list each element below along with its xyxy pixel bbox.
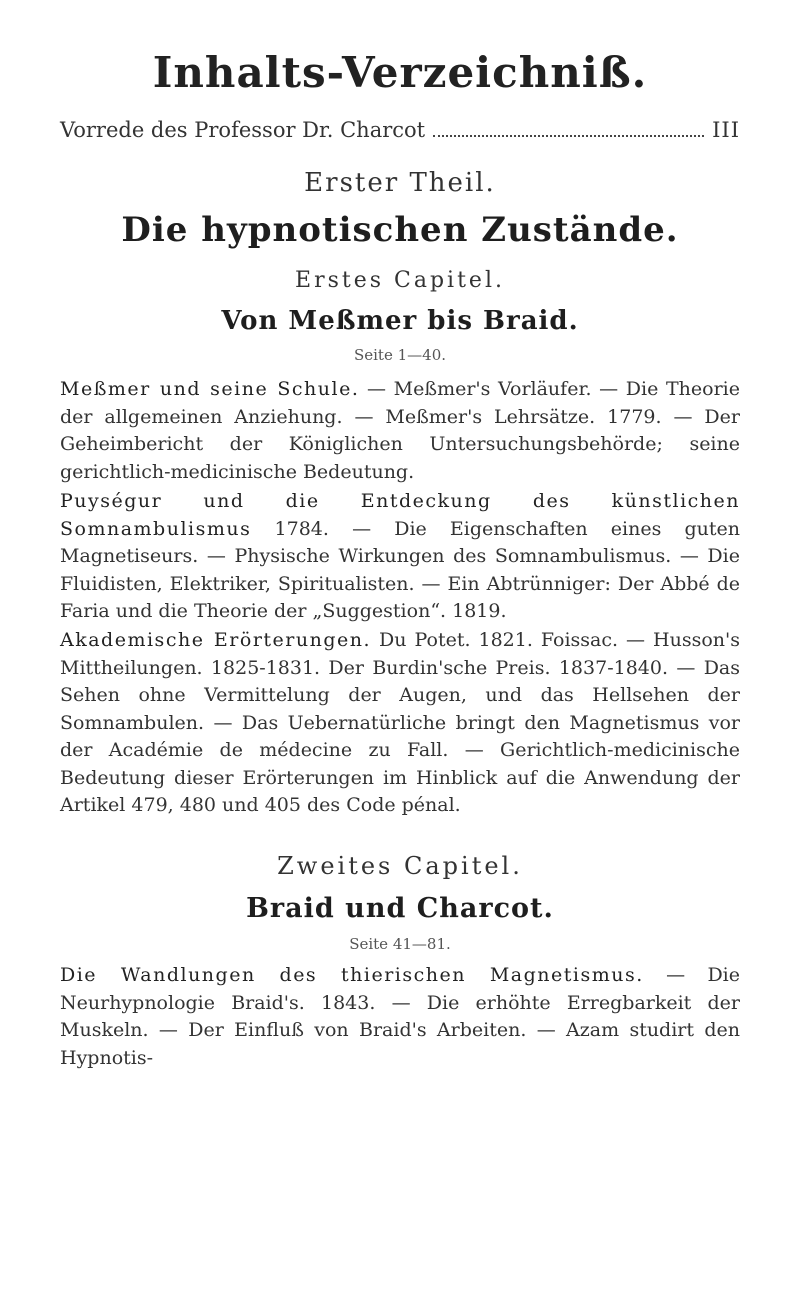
paragraph-lead: Meßmer und seine Schule. — [60, 378, 360, 400]
toc-entry-page-number: III — [712, 118, 740, 142]
chapter-summary-paragraph — [60, 376, 740, 486]
page-title: Inhalts-Verzeichniß. — [152, 48, 648, 97]
chapter-title: Von Meßmer bis Braid. — [221, 306, 579, 336]
part-label: Erster Theil. — [304, 168, 496, 198]
chapter-page-range: Seite 41—81. — [349, 935, 451, 953]
chapter-page-range: Seite 1—40. — [353, 346, 447, 364]
part-title: Die hypnotischen Zustände. — [121, 210, 679, 250]
paragraph-lead: Puységur und die Entdeckung des künstlichen Somnambulismus — [60, 490, 740, 540]
chapter-label: Zweites Capitel. — [277, 852, 523, 880]
chapter-summary-paragraph — [60, 962, 740, 1072]
paragraph-text: — Die Neurhypnologie Braid's. 1843. — Die erhöhte Erregbarkeit der Muskeln. — Der Einfluß von Braid's Arbeiten. — Azam studirt den Hypnotis- — [60, 964, 740, 1069]
chapter-label: Erstes Capitel. — [295, 268, 505, 293]
paragraph-lead: Die Wandlungen des thierischen Magnetismus. — [60, 964, 644, 986]
chapter-summary-paragraph — [60, 488, 740, 626]
toc-entry-label: Vorrede des Professor Dr. Charcot — [60, 118, 426, 142]
chapter-title: Braid und Charcot. — [246, 893, 554, 924]
chapter-summary-paragraph — [60, 627, 740, 820]
paragraph-text: Du Potet. 1821. Foissac. — Husson's Mittheilungen. 1825-1831. Der Burdin'sche Preis. 1837-1840. — Das Sehen ohne Vermittelung der Augen, und das Hellsehen der Somnambulen. — Das Uebernatürliche bringt den Magnetismus vor der Académie de médecine zu Fall. — Gerichtlich-medicinische Bedeutung dieser Erörterungen im Hinblick auf die Anwendung der Artikel 479, 480 und 405 des Code pénal. — [60, 629, 740, 816]
leader-dots — [433, 135, 704, 137]
paragraph-lead: Akademische Erörterungen. — [60, 629, 372, 651]
paragraph-text: 1784. — Die Eigenschaften eines guten Magnetiseurs. — Physische Wirkungen des Somnambulismus. — Die Fluidisten, Elektriker, Spiritualisten. — Ein Abtrünniger: Der Abbé de Faria und die Theorie der „Suggestion“. 1819. — [60, 517, 740, 622]
toc-entry-preface — [60, 118, 740, 142]
paragraph-text: — Meßmer's Vorläufer. — Die Theorie der allgemeinen Anziehung. — Meßmer's Lehrsätze. 1779. — Der Geheimbericht der Königlichen Untersuchungsbehörde; seine gerichtlich-medicinische Bedeutung. — [60, 378, 740, 483]
